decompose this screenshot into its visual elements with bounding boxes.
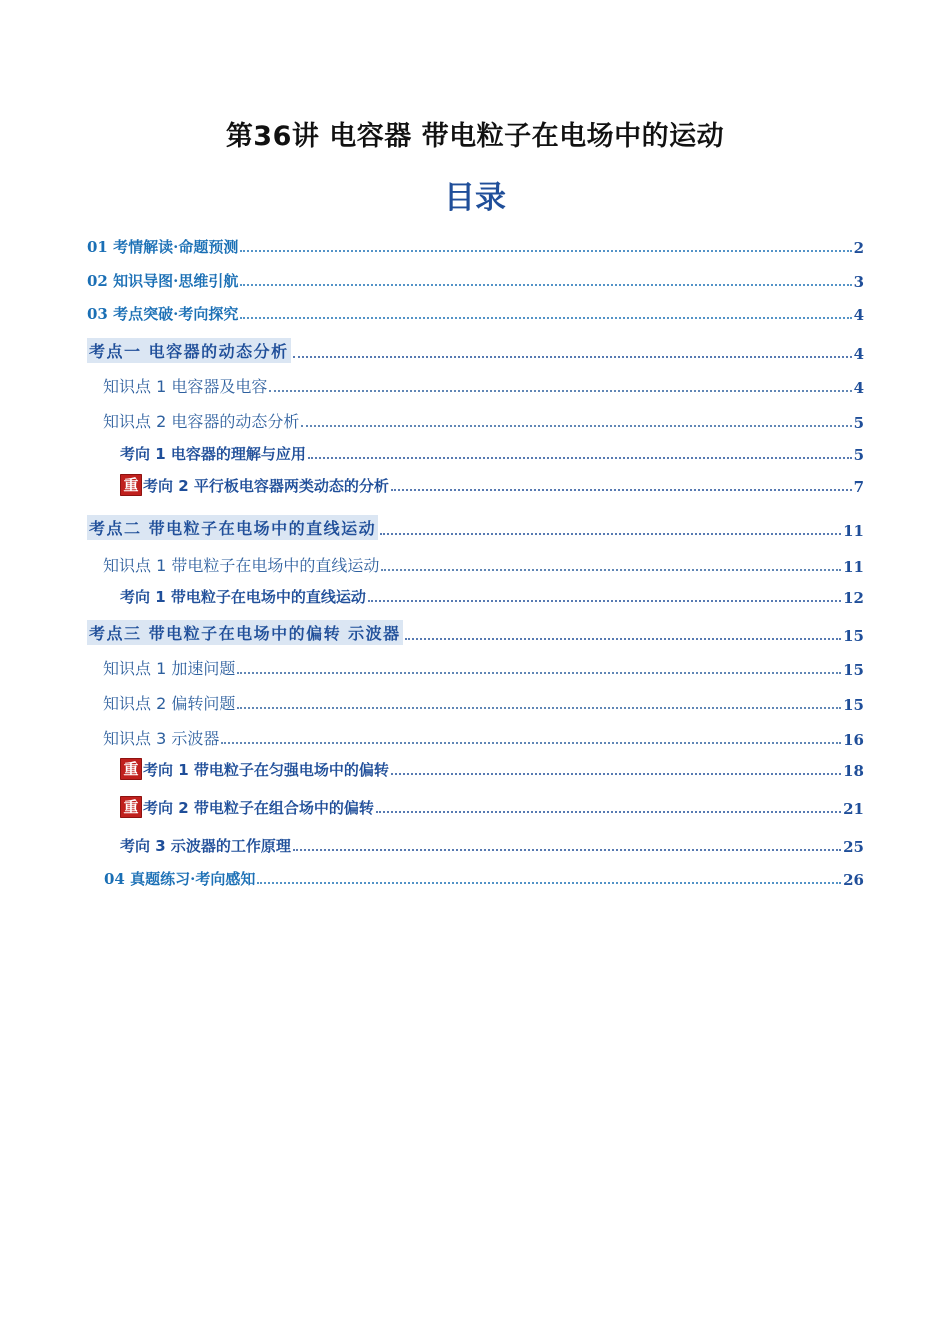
toc-page-number: 4 [853, 379, 864, 397]
toc-page-number: 5 [853, 414, 864, 432]
dot-leader [381, 569, 841, 571]
toc-page-number: 7 [853, 478, 864, 496]
toc-entry[interactable] [120, 796, 864, 818]
toc-entry-label [87, 236, 238, 257]
dot-leader [221, 742, 841, 744]
toc-entry[interactable] [120, 758, 864, 780]
toc-entry-label [120, 835, 291, 856]
toc-entry-text: 考向 1 带电粒子在匀强电场中的偏转 [143, 760, 389, 779]
toc-entry[interactable] [87, 303, 864, 324]
toc-entry-label [103, 656, 235, 679]
dot-leader [269, 390, 851, 392]
toc-entry[interactable] [103, 691, 864, 714]
toc-entry[interactable] [103, 656, 864, 679]
key-point-badge-icon: 重 [120, 474, 142, 496]
toc-entry-text: 01 考情解读·命题预测 [87, 238, 239, 256]
toc-entry-text: 考向 2 平行板电容器两类动态的分析 [143, 476, 389, 495]
toc-entry[interactable] [103, 553, 864, 576]
toc-page-number: 25 [843, 838, 864, 856]
toc-entry-label [120, 796, 374, 818]
dot-leader [240, 284, 851, 286]
document-title: 第36讲 电容器 带电粒子在电场中的运动 [225, 121, 725, 152]
toc-entry-text: 考向 2 带电粒子在组合场中的偏转 [143, 798, 374, 817]
toc-entry-text: 考向 3 示波器的工作原理 [120, 837, 291, 855]
toc-entry-text: 02 知识导图·思维引航 [87, 272, 239, 290]
key-point-badge-icon: 重 [120, 758, 142, 780]
toc-entry[interactable] [104, 868, 864, 889]
toc-page-number: 15 [843, 696, 864, 714]
toc-entry-text: 考点一 电容器的动态分析 [87, 338, 291, 363]
toc-page-number: 16 [843, 731, 864, 749]
toc-entry-text: 考向 1 电容器的理解与应用 [120, 445, 306, 463]
toc-entry[interactable] [120, 443, 864, 464]
toc-entry-text: 考向 1 带电粒子在电场中的直线运动 [120, 588, 366, 606]
dot-leader [257, 882, 841, 884]
toc-entry-label [103, 374, 267, 397]
dot-leader [391, 773, 841, 775]
toc-entry-label [103, 691, 235, 714]
dot-leader [368, 600, 841, 602]
toc-entry-label [103, 409, 299, 432]
toc-entry[interactable] [87, 338, 864, 363]
toc-entry-label [120, 586, 366, 607]
toc-page-number: 15 [843, 661, 864, 679]
toc-entry-text: 知识点 1 带电粒子在电场中的直线运动 [103, 556, 380, 575]
toc-page-number: 12 [843, 589, 864, 607]
toc-entry-text: 03 考点突破·考向探究 [87, 305, 239, 323]
toc-page-number: 15 [843, 627, 864, 645]
toc-entry-text: 知识点 2 电容器的动态分析 [103, 412, 300, 431]
toc-entry[interactable] [120, 586, 864, 607]
toc-entry-text: 考点三 带电粒子在电场中的偏转 示波器 [87, 620, 403, 645]
toc-page-number: 5 [853, 446, 864, 464]
toc-entry-text: 知识点 2 偏转问题 [103, 694, 236, 713]
toc-entry[interactable] [103, 409, 864, 432]
dot-leader [237, 672, 841, 674]
toc-entry[interactable] [120, 474, 864, 496]
toc-entry-label [87, 303, 238, 324]
toc-entry-text: 04 真题练习·考向感知 [104, 870, 256, 888]
toc-entry-label [120, 758, 389, 780]
toc-entry-label [120, 474, 389, 496]
toc-page-number: 2 [853, 239, 864, 257]
toc-entry[interactable] [87, 270, 864, 291]
toc-heading: 目录 [444, 180, 506, 216]
toc-entry-label [104, 868, 255, 889]
dot-leader [405, 638, 841, 640]
toc-page-number: 3 [853, 273, 864, 291]
toc-entry[interactable] [103, 374, 864, 397]
toc-entry-label [87, 620, 403, 645]
toc-page-number: 4 [853, 345, 864, 363]
dot-leader [308, 457, 852, 459]
toc-entry-label [103, 553, 379, 576]
toc-entry-text: 考点二 带电粒子在电场中的直线运动 [87, 515, 378, 540]
toc-entry[interactable] [87, 620, 864, 645]
toc-entry[interactable] [103, 726, 864, 749]
toc-page-number: 26 [843, 871, 864, 889]
toc-entry-text: 知识点 1 电容器及电容 [103, 377, 268, 396]
dot-leader [380, 533, 841, 535]
dot-leader [376, 811, 841, 813]
toc-entry-label [87, 270, 238, 291]
dot-leader [293, 356, 852, 358]
toc-page-number: 4 [853, 306, 864, 324]
toc-entry[interactable] [120, 835, 864, 856]
toc-entry-label [87, 338, 291, 363]
toc-entry-text: 知识点 1 加速问题 [103, 659, 236, 678]
dot-leader [391, 489, 852, 491]
toc-entry-text: 知识点 3 示波器 [103, 729, 220, 748]
dot-leader [237, 707, 841, 709]
toc-entry[interactable] [87, 236, 864, 257]
dot-leader [240, 317, 851, 319]
toc-entry-label [120, 443, 306, 464]
toc-page-number: 18 [843, 762, 864, 780]
toc-page-number: 11 [843, 558, 864, 576]
toc-page-number: 21 [843, 800, 864, 818]
dot-leader [293, 849, 841, 851]
dot-leader [301, 425, 851, 427]
toc-entry-label [103, 726, 219, 749]
toc-entry-label [87, 515, 378, 540]
dot-leader [240, 250, 851, 252]
toc-page-number: 11 [843, 522, 864, 540]
toc-entry[interactable] [87, 515, 864, 540]
key-point-badge-icon: 重 [120, 796, 142, 818]
